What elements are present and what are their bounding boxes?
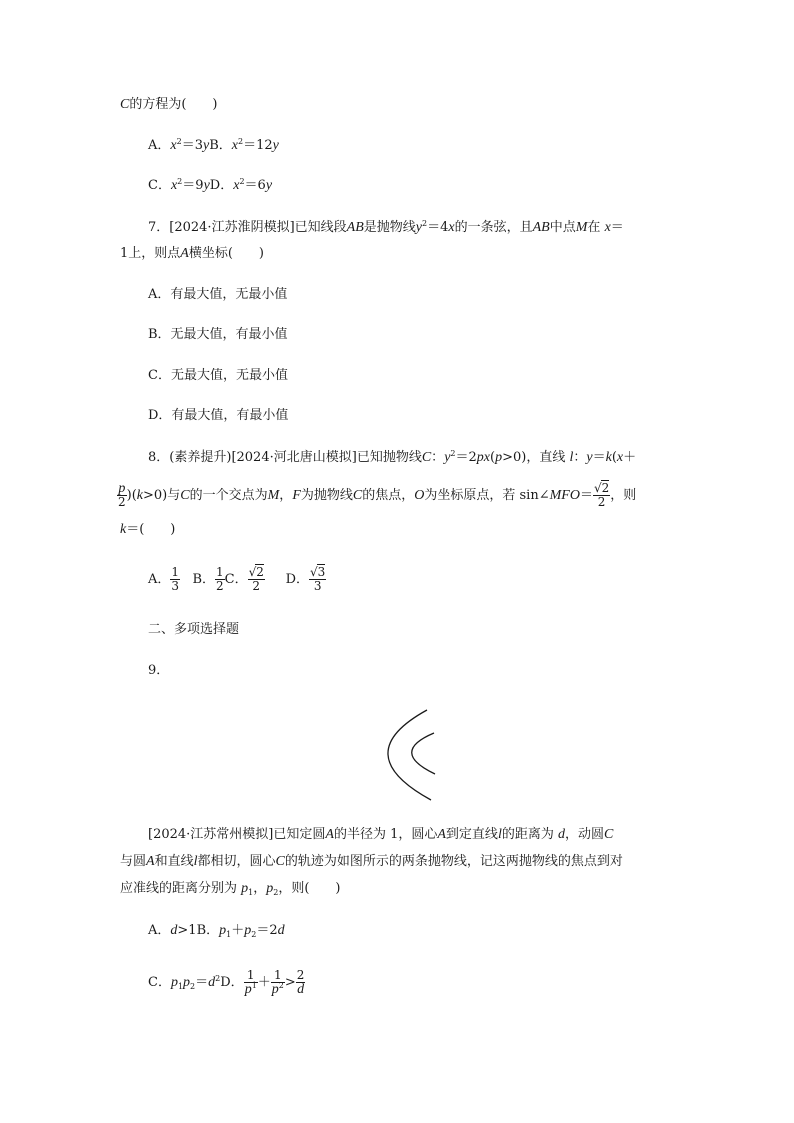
q7-option-d: D．有最大值，有最小值 <box>148 408 289 423</box>
p-over-2-fraction: $\frac{p}{2}$ <box>118 481 126 509</box>
inner-parabola <box>412 733 435 774</box>
q8-stem-line3: k＝( ) <box>120 522 176 537</box>
q9-options-cd: C．$p_1p_2=d^2D$． $\frac{1}{p^1}$ ＋ $\frac{1}{p^2}$ > $\frac{2}{d}$ <box>148 968 305 997</box>
option-a-fraction: $\frac{1}{3}$ <box>171 565 180 593</box>
q6-stem: C的方程为( ) <box>120 97 218 112</box>
sqrt2-over-2-fraction: $\frac{√2}{2}$ <box>593 481 610 509</box>
q9-stem-line3: 应准线的距离分别为 $p_1$，$p_2$，则( ) <box>120 881 341 897</box>
q8-options: A． $\frac{1}{3}$ B． $\frac{1}{2}$ C． $\frac{√2}{2}$ D． $\frac{√3}{3}$ <box>148 565 326 593</box>
q7-option-c: C．无最大值，无最小值 <box>148 368 288 383</box>
q7-stem-line2: 1上，则点A横坐标( ) <box>120 246 264 261</box>
one-over-p1-fraction: $\frac{1}{p^1}$ <box>244 968 257 997</box>
q6-options-cd: C．$x^2=9yD$．$x^2=6y$ <box>148 177 273 193</box>
q7-option-b: B．无最大值，有最小值 <box>148 327 288 342</box>
q9-number: 9． <box>148 663 170 678</box>
q7-stem-line1: 7．[2024·江苏淮阴模拟]已知线段AB是抛物线$y^2=4x$的一条弦，且AB中点M在 x＝ <box>148 219 624 235</box>
option-b-fraction: $\frac{1}{2}$ <box>216 565 224 593</box>
q7-option-a: A．有最大值，无最小值 <box>148 287 288 302</box>
option-d-fraction: $\frac{√3}{3}$ <box>310 565 326 593</box>
q8-stem-line2: $\frac{p}{2}$ )(k>0)与C的一个交点为M，F为抛物线C的焦点，O为坐标原点，若 sin∠MFO＝ $\frac{√2}{2}$ ，则 <box>118 481 637 509</box>
parabolas-figure <box>383 707 443 803</box>
q9-stem-line1: [2024·江苏常州模拟]已知定圆A的半径为 1，圆心A到定直线l的距离为 d，动圆C <box>148 827 614 842</box>
q9-stem-line2: 与圆A和直线l都相切，圆心C的轨迹为如图所示的两条抛物线，记这两抛物线的焦点到对 <box>120 854 623 869</box>
two-over-d-fraction: $\frac{2}{d}$ <box>296 968 305 997</box>
one-over-p2-fraction: $\frac{1}{p^2}$ <box>271 968 284 997</box>
q6-options-ab: A．$x^2=3yB$．$x^2=12y$ <box>148 137 279 153</box>
option-c-fraction: $\frac{√2}{2}$ <box>248 565 264 593</box>
q9-options-ab: A．d>1B．$p_1+p_2=2d$ <box>148 923 285 939</box>
section-title: 二、多项选择题 <box>148 622 240 637</box>
q8-stem-line1: 8．(素养提升)[2024·河北唐山模拟]已知抛物线C：$y^2=2px(p>0)$，直线 l：y＝k(x＋ <box>148 449 637 465</box>
outer-parabola <box>388 710 431 800</box>
